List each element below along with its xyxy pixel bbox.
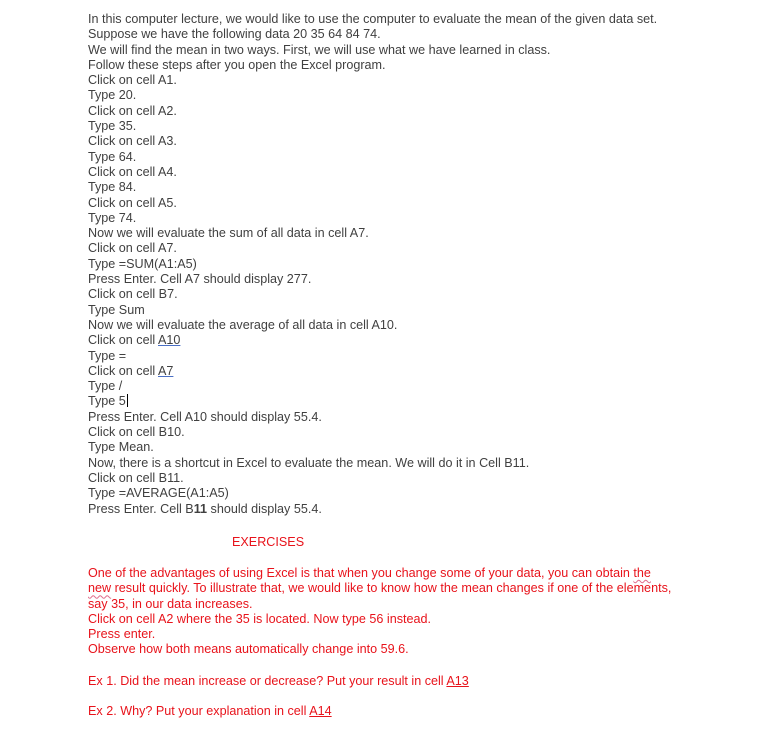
text-line: Now, there is a shortcut in Excel to evaluate the mean. We will do it in Cell B11. [88,455,530,470]
text-line [88,581,728,596]
text-line: Observe how both means automatically change into 59.6. [88,642,409,657]
text-line: Type / [88,379,123,394]
text-line [88,674,728,689]
cell-ref-a10: A10 [158,333,181,348]
text-line: Now we will evaluate the average of all data in cell A10. [88,317,398,332]
text-line: We will find the mean in two ways. First, we will use what we have learned in class. [88,42,551,57]
text-line-click-a7 [88,364,728,379]
text-line: Type 64. [88,149,137,164]
text-fragment: should display 55.4. [207,501,322,516]
text-line: Type = [88,348,127,363]
text-line: Click on cell A1. [88,73,177,88]
text-line [88,566,728,581]
text-line: Type 84. [88,180,137,195]
text-fragment: Click on cell [88,333,158,348]
text-fragment: Type 5 [88,394,126,409]
cell-ref-a7: A7 [158,363,174,378]
text-fragment: Ex 2. Why? Put your explanation in cell [88,704,310,718]
text-line: Click on cell A4. [88,164,177,179]
cell-ref-a13: A13 [446,674,469,688]
text-line: Press enter. [88,627,156,642]
exercises-heading: EXERCISES [232,535,305,549]
text-line: Type 74. [88,210,137,225]
text-fragment: Press Enter. Cell B [88,501,194,516]
exercise-2 [88,704,728,719]
text-line: Click on cell A3. [88,134,177,149]
cell-ref-a14: A14 [309,704,332,718]
text-fragment: Click on cell [88,363,158,378]
text-line-last [88,502,728,517]
text-line: say 35, in our data increases. [88,596,253,611]
exercise-1 [88,674,728,689]
text-line: Click on cell A5. [88,195,177,210]
text-line: Follow these steps after you open the Excel program. [88,57,386,72]
text-line: Type =AVERAGE(A1:A5) [88,486,229,501]
text-line: Click on cell B11. [88,470,184,485]
text-fragment: One of the advantages of using Excel is that when you change some of your data, you can obtain [88,566,634,580]
text-line: Click on cell A2 where the 35 is located. Now type 56 instead. [88,611,432,626]
text-line: Click on cell A2. [88,103,177,118]
text-fragment: result quickly. To illustrate that, we would like to know how the mean changes if one of the elements, [111,581,672,596]
text-cursor [127,394,128,407]
spellcheck-word-new: new [88,581,112,596]
spellcheck-word-the: the [633,566,651,580]
text-line: Type 20. [88,88,137,103]
text-line-click-a10 [88,333,728,348]
text-line: Press Enter. Cell A10 should display 55.4. [88,409,322,424]
text-line: Suppose we have the following data 20 35 64 84 74. [88,27,381,42]
text-line [88,704,728,719]
text-fragment: Ex 1. Did the mean increase or decrease? Put your result in cell [88,674,447,688]
bold-fragment: 11 [193,501,208,516]
text-line: Type =SUM(A1:A5) [88,256,197,271]
text-line: Click on cell B10. [88,425,185,440]
text-line: Click on cell B7. [88,287,178,302]
text-line: Now we will evaluate the sum of all data in cell A7. [88,226,369,241]
text-line: Click on cell A7. [88,241,177,256]
document-body [88,12,728,517]
text-line-cursor[interactable] [88,394,728,409]
text-line: Press Enter. Cell A7 should display 277. [88,272,312,287]
text-line: In this computer lecture, we would like to use the computer to evaluate the mean of the given data set. [88,12,658,26]
text-line: Type Mean. [88,440,154,455]
exercise-intro [88,566,728,658]
text-line: Type 35. [88,119,137,134]
text-line: Type Sum [88,302,145,317]
